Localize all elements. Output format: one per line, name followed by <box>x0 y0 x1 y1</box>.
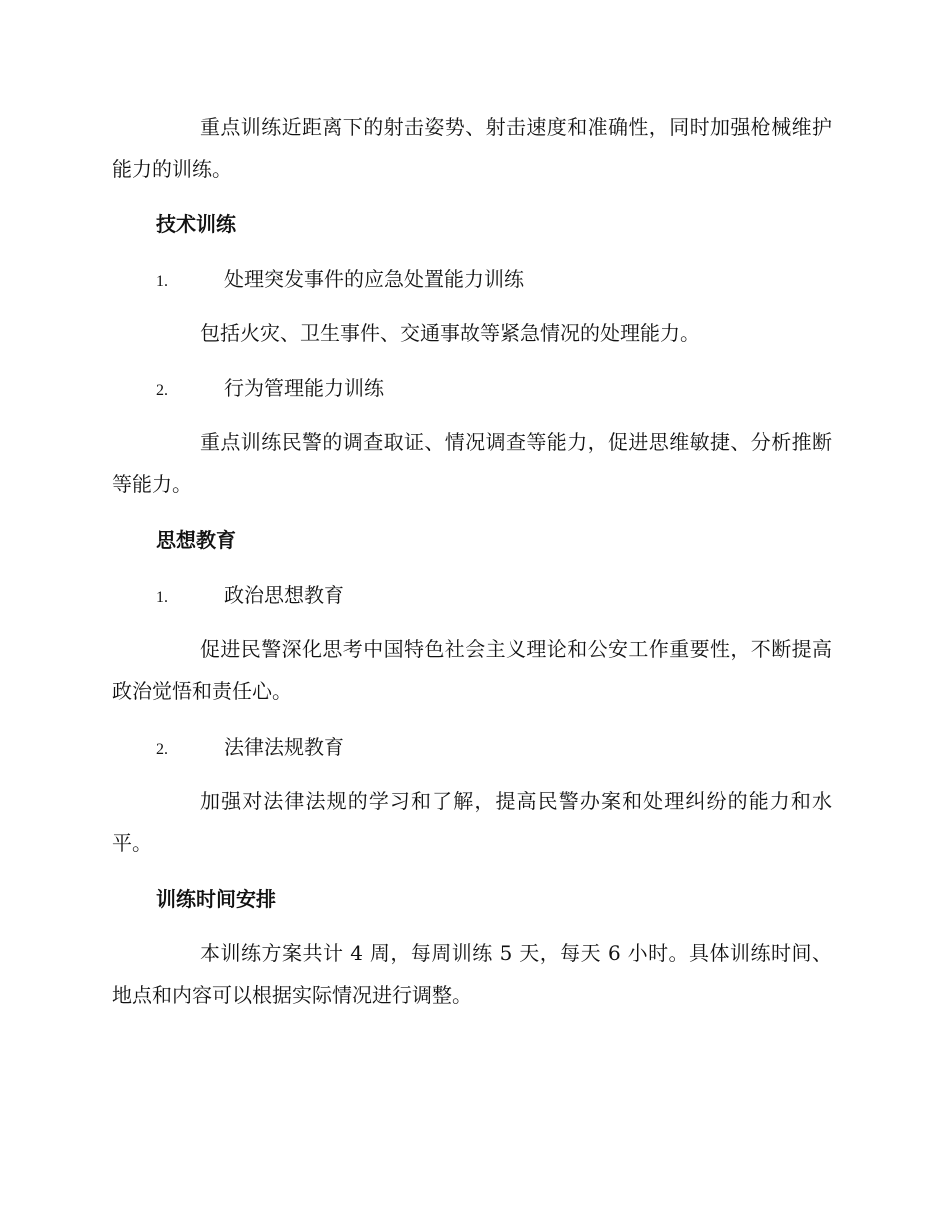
paragraph-behavior-desc: 重点训练民警的调查取证、情况调查等能力，促进思维敏捷、分析推断等能力。 <box>112 430 832 496</box>
paragraph-emergency-desc: 包括火灾、卫生事件、交通事故等紧急情况的处理能力。 <box>200 321 700 345</box>
list-number: 1. <box>156 589 168 606</box>
list-number: 2. <box>156 741 168 758</box>
list-item-label: 行为管理能力训练 <box>224 376 384 400</box>
heading-ideological-education: 思想教育 <box>156 528 236 552</box>
list-item-law <box>156 732 344 765</box>
list-item-label: 法律法规教育 <box>224 735 344 759</box>
heading-training-schedule: 训练时间安排 <box>156 887 276 911</box>
list-number: 1. <box>156 273 168 290</box>
paragraph-shooting: 重点训练近距离下的射击姿势、射击速度和准确性，同时加强枪械维护能力的训练。 <box>112 115 832 181</box>
list-item-emergency <box>156 264 524 297</box>
list-item-label: 政治思想教育 <box>224 583 344 607</box>
list-item-political <box>156 580 344 613</box>
paragraph-schedule: 本训练方案共计 4 周，每周训练 5 天，每天 6 小时。具体训练时间、地点和内容可以根据实际情况进行调整。 <box>112 941 832 1007</box>
heading-technical-training: 技术训练 <box>156 212 236 236</box>
list-number: 2. <box>156 382 168 399</box>
list-item-label: 处理突发事件的应急处置能力训练 <box>224 267 524 291</box>
paragraph-law-desc: 加强对法律法规的学习和了解，提高民警办案和处理纠纷的能力和水平。 <box>112 789 832 855</box>
paragraph-political-desc: 促进民警深化思考中国特色社会主义理论和公安工作重要性，不断提高政治觉悟和责任心。 <box>112 637 832 703</box>
list-item-behavior <box>156 373 384 406</box>
